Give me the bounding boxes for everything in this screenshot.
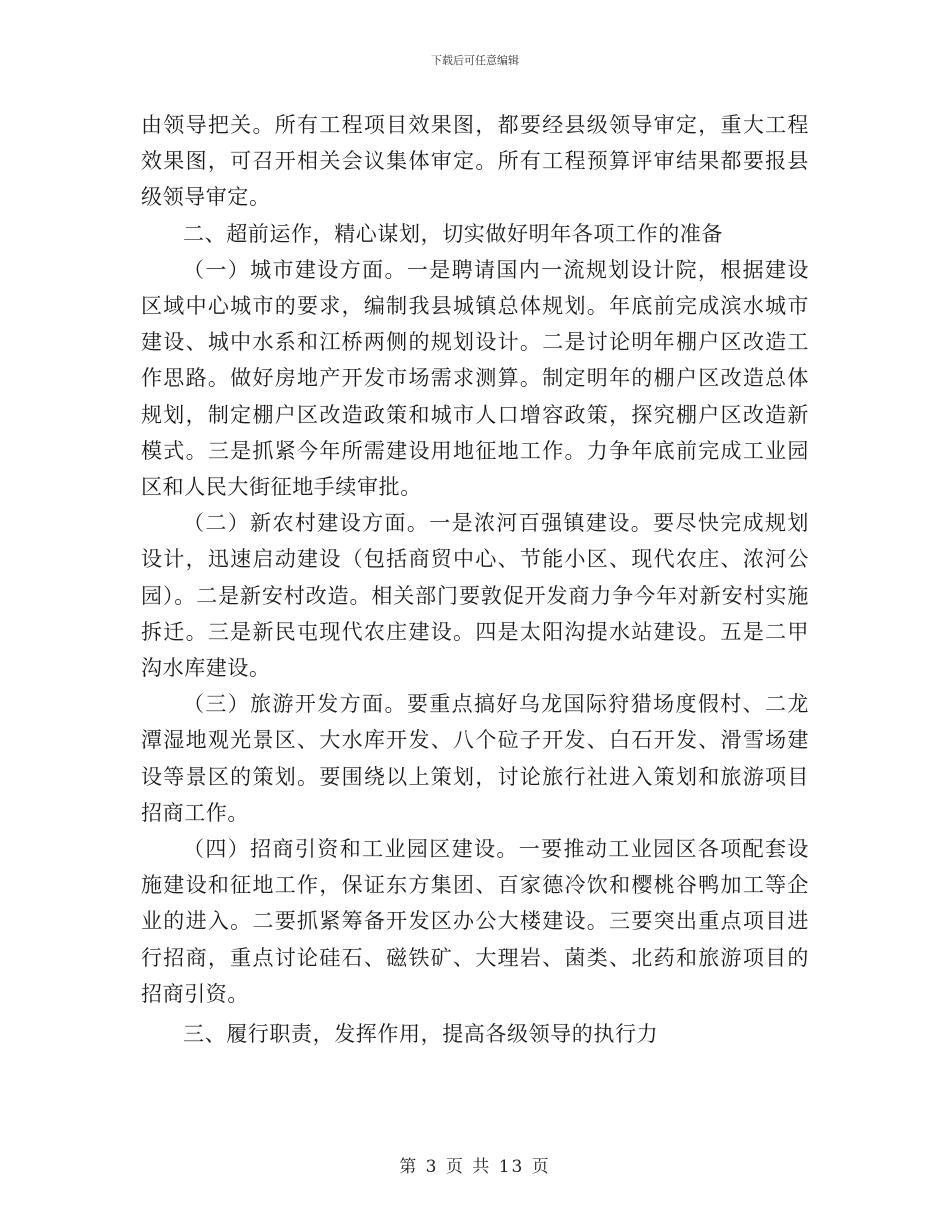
- page-footer: 第 3 页 共 13 页: [399, 1157, 551, 1177]
- section-heading-3: 三、履行职责，发挥作用，提高各级领导的执行力: [183, 1022, 659, 1047]
- paragraph-tourism-development: （三）旅游开发方面。要重点搞好乌龙国际狩猎场度假村、二龙潭湿地观光景区、大水库开发、八个砬子开发、白石开发、滑雪场建设等景区的策划。要围绕以上策划，讨论旅行社进入策划和旅游项目招商工作。: [141, 692, 809, 825]
- document-body: [141, 107, 809, 1052]
- paragraph-new-rural-construction: （二）新农村建设方面。一是浓河百强镇建设。要尽快完成规划设计，迅速启动建设（包括商贸中心、节能小区、现代农庄、浓河公园）。二是新安村改造。相关部门要敦促开发商力争今年对新安村实施拆迁。三是新民屯现代农庄建设。四是太阳沟提水站建设。五是二甲沟水库建设。: [141, 511, 809, 681]
- page-header: 下载后可任意编辑: [431, 54, 519, 67]
- paragraph-investment-industrial-park: （四）招商引资和工业园区建设。一要推动工业园区各项配套设施建设和征地工作，保证东方集团、百家德冷饮和樱桃谷鸭加工等企业的进入。二要抓紧筹备开发区办公大楼建设。三要突出重点项目进行招商，重点讨论硅石、磁铁矿、大理岩、菌类、北药和旅游项目的招商引资。: [141, 837, 809, 1006]
- paragraph-continuation: 由领导把关。所有工程项目效果图，都要经县级领导审定，重大工程效果图，可召开相关会议集体审定。所有工程预算评审结果都要报县级领导审定。: [141, 113, 809, 210]
- section-heading-2: 二、超前运作，精心谋划，切实做好明年各项工作的准备: [183, 221, 723, 246]
- paragraph-urban-construction: （一）城市建设方面。一是聘请国内一流规划设计院，根据建设区域中心城市的要求，编制我县城镇总体规划。年底前完成滨水城市建设、城中水系和江桥两侧的规划设计。二是讨论明年棚户区改造工作思路。做好房地产开发市场需求测算。制定明年的棚户区改造总体规划，制定棚户区改造政策和城市人口增容政策，探究棚户区改造新模式。三是抓紧今年所需建设用地征地工作。力争年底前完成工业园区和人民大街征地手续审批。: [141, 257, 809, 500]
